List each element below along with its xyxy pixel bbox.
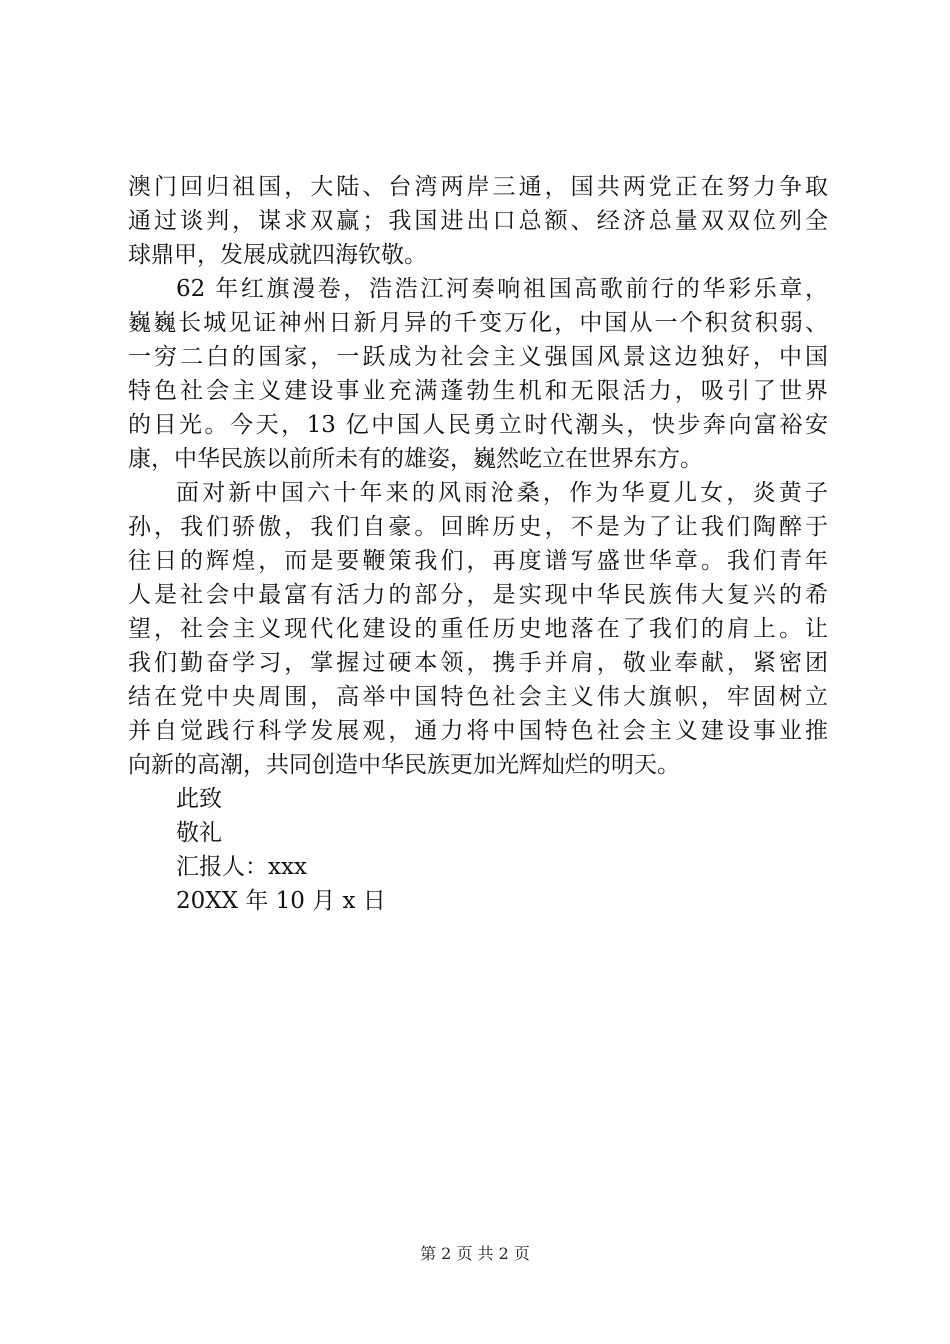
text-line: 我们勤奋学习，掌握过硬本领，携手并肩，敬业奉献，紧密团 xyxy=(128,650,828,676)
text-line: 球鼎甲，发展成就四海钦敬。 xyxy=(128,242,427,268)
regards: 敬礼 xyxy=(176,820,222,846)
report-date: 20XX 年 10 月 x 日 xyxy=(176,888,386,914)
text-line: 通过谈判，谋求双赢；我国进出口总额、经济总量双双位列全 xyxy=(128,208,828,234)
page-number: 第 2 页 共 2 页 xyxy=(420,1244,530,1263)
closing-block xyxy=(128,782,828,918)
text-line: 面对新中国六十年来的风雨沧桑，作为华夏儿女，炎黄子 xyxy=(176,480,828,506)
paragraph-2 xyxy=(128,272,828,476)
paragraph-3 xyxy=(128,476,828,782)
text-line: 巍巍长城见证神州日新月异的千变万化，中国从一个积贫积弱、 xyxy=(128,310,828,336)
page-footer xyxy=(0,1242,950,1266)
salutation: 此致 xyxy=(176,786,222,812)
text-line: 并自觉践行科学发展观，通力将中国特色社会主义建设事业推 xyxy=(128,718,828,744)
text-line: 向新的高潮，共同创造中华民族更加光辉灿烂的明天。 xyxy=(128,752,680,778)
text-line: 62 年红旗漫卷，浩浩江河奏响祖国高歌前行的华彩乐章， xyxy=(176,276,828,302)
text-line: 孙，我们骄傲，我们自豪。回眸历史，不是为了让我们陶醉于 xyxy=(128,514,828,540)
text-line: 结在党中央周围，高举中国特色社会主义伟大旗帜，牢固树立 xyxy=(128,684,828,710)
text-line: 望，社会主义现代化建设的重任历史地落在了我们的肩上。让 xyxy=(128,616,828,642)
text-line: 的目光。今天，13 亿中国人民勇立时代潮头，快步奔向富裕安 xyxy=(128,412,828,438)
text-line: 康，中华民族以前所未有的雄姿，巍然屹立在世界东方。 xyxy=(128,446,703,472)
text-line: 人是社会中最富有活力的部分，是实现中华民族伟大复兴的希 xyxy=(128,582,828,608)
paragraph-1 xyxy=(128,170,828,272)
text-line: 往日的辉煌，而是要鞭策我们，再度谱写盛世华章。我们青年 xyxy=(128,548,828,574)
document-body xyxy=(128,170,828,918)
text-line: 一穷二白的国家，一跃成为社会主义强国风景这边独好，中国 xyxy=(128,344,828,370)
text-line: 澳门回归祖国，大陆、台湾两岸三通，国共两党正在努力争取 xyxy=(128,174,828,200)
text-line: 特色社会主义建设事业充满蓬勃生机和无限活力，吸引了世界 xyxy=(128,378,828,404)
reporter-signature: 汇报人：xxx xyxy=(176,854,307,880)
